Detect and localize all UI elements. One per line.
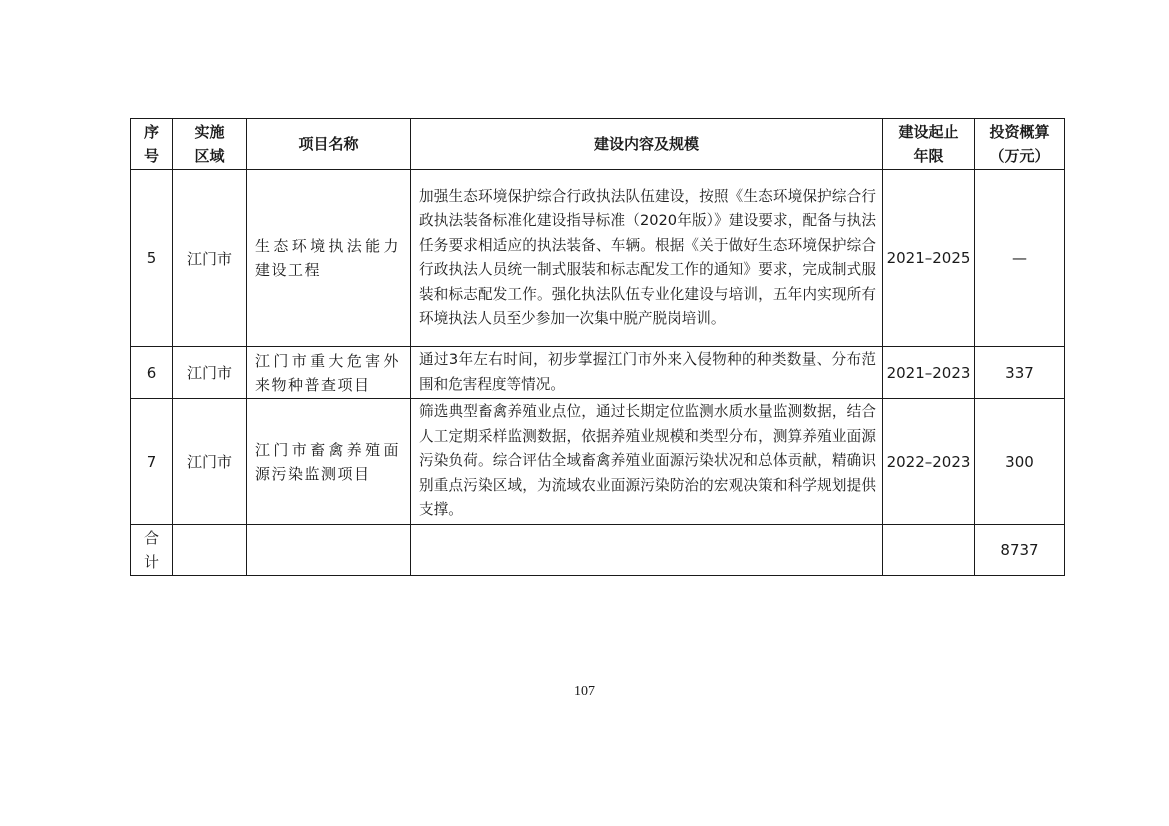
row-content: 加强生态环境保护综合行政执法队伍建设，按照《生态环境保护综合行政执法装备标准化建设指导标准（2020年版）》建设要求，配备与执法任务要求相适应的执法装备、车辆。根据《关于做好生态环境保护综合行政执法人员统一制式服装和标志配发工作的通知》要求，完成制式服装和标志配发工作。强化执法队伍专业化建设与培训，五年内实现所有环境执法人员至少参加一次集中脱产脱岗培训。 [411, 170, 883, 347]
header-seq-line-1: 序 [143, 123, 159, 141]
row-seq: 7 [131, 399, 173, 525]
row-area: 江门市 [173, 399, 247, 525]
page-number: 107 [574, 684, 595, 699]
header-amount-line-2: （万元） [989, 147, 1050, 165]
header-amount-line-1: 投资概算 [989, 123, 1050, 141]
total-label-line-1: 合 [143, 529, 159, 547]
header-content: 建设内容及规模 [411, 119, 883, 170]
header-area [173, 119, 247, 170]
table-row [131, 170, 1065, 347]
header-seq [131, 119, 173, 170]
header-area-line-1: 实施 [194, 123, 225, 141]
header-period-line-1: 建设起止 [898, 123, 959, 141]
header-area-line-2: 区域 [194, 147, 225, 165]
total-row [131, 525, 1065, 576]
row-area: 江门市 [173, 170, 247, 347]
header-row [131, 119, 1065, 170]
row-area: 江门市 [173, 347, 247, 399]
total-content-empty [411, 525, 883, 576]
row-amount: — [975, 170, 1065, 347]
header-period-line-2: 年限 [913, 147, 944, 165]
header-name: 项目名称 [247, 119, 411, 170]
row-seq: 6 [131, 347, 173, 399]
row-amount: 337 [975, 347, 1065, 399]
total-label [131, 525, 173, 576]
total-name-empty [247, 525, 411, 576]
project-table [130, 118, 1065, 576]
table-row [131, 347, 1065, 399]
row-project-name: 生态环境执法能力建设工程 [247, 170, 411, 347]
row-period: 2021–2023 [883, 347, 975, 399]
row-content: 筛选典型畜禽养殖业点位，通过长期定位监测水质水量监测数据，结合人工定期采样监测数据，依据养殖业规模和类型分布，测算养殖业面源污染负荷。综合评估全域畜禽养殖业面源污染状况和总体贡献，精确识别重点污染区域，为流域农业面源污染防治的宏观决策和科学规划提供支撑。 [411, 399, 883, 525]
table-row [131, 399, 1065, 525]
row-project-name: 江门市畜禽养殖面源污染监测项目 [247, 399, 411, 525]
total-amount: 8737 [975, 525, 1065, 576]
row-amount: 300 [975, 399, 1065, 525]
total-area-empty [173, 525, 247, 576]
row-seq: 5 [131, 170, 173, 347]
header-seq-line-2: 号 [143, 147, 159, 165]
total-period-empty [883, 525, 975, 576]
row-project-name: 江门市重大危害外来物种普查项目 [247, 347, 411, 399]
header-amount [975, 119, 1065, 170]
row-period: 2022–2023 [883, 399, 975, 525]
row-content: 通过3年左右时间，初步掌握江门市外来入侵物种的种类数量、分布范围和危害程度等情况。 [411, 347, 883, 399]
total-label-line-2: 计 [143, 553, 159, 571]
header-period [883, 119, 975, 170]
row-period: 2021–2025 [883, 170, 975, 347]
